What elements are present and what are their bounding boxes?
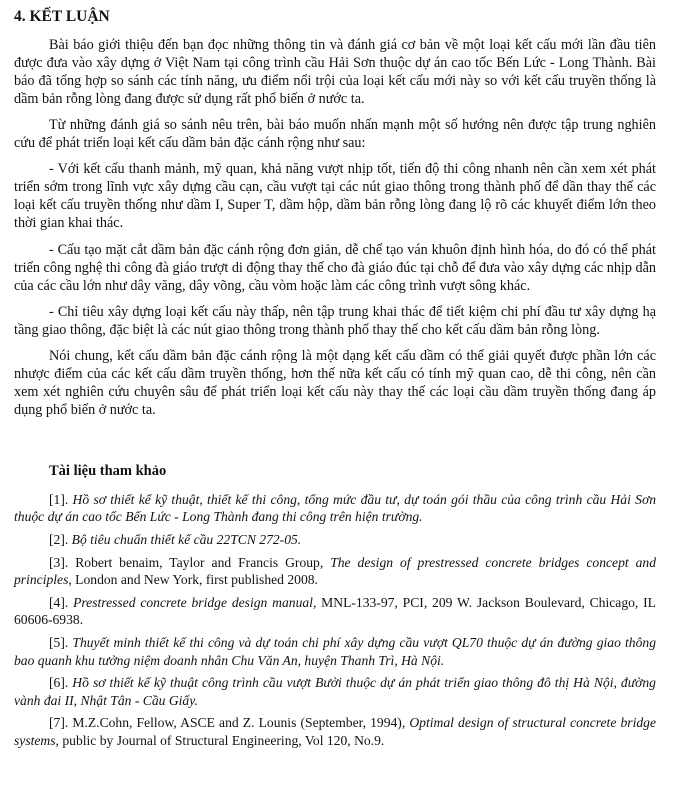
reference-label: [5]. [49,634,73,650]
reference-item [14,634,656,669]
reference-text: Bộ tiêu chuẩn thiết kế cầu 22TCN 272-05. [71,531,302,547]
references-heading: Tài liệu tham khảo [49,463,167,480]
reference-text: Hồ sơ thiết kế kỹ thuật công trình cầu vượt Bưởi thuộc dự án phát triển giao thông đô thị Hà Nội, đường vành đai II, Nhật Tân - Cầu Giấy. [14,675,656,708]
paragraph: - Cấu tạo mặt cắt dầm bản đặc cánh rộng đơn giản, dễ chế tạo ván khuôn định hình hóa, do đó có thể phát triển công nghệ thi công đà giáo trượt di động thay thế cho đà giáo đúc tại chỗ để đưa vào xây dựng các nhịp dẫn của các cầu lớn như dây văng, dây võng, cầu vòm hoặc làm các công trình vượt sông khác. [14,241,656,294]
reference-item [14,714,656,749]
reference-text: Robert benaim, Taylor and Francis Group, [75,554,331,570]
paragraph: - Chỉ tiêu xây dựng loại kết cấu này thấp, nên tập trung khai thác để tiết kiệm chi phí đầu tư xây dựng hạ tầng giao thông, đặc biệt là các nút giao thông trong thành phố thay thế cho kết cấu dầm bản rỗng lòng. [14,303,656,338]
reference-label: [2]. [49,531,72,547]
paragraph: Bài báo giới thiệu đến bạn đọc những thông tin và đánh giá cơ bản về một loại kết cấu mới lần đầu tiên được đưa vào xây dựng ở Việt Nam tại công trình cầu Hải Sơn thuộc dự án cao tốc Bến Lức - Long Thành. Bài báo đã tổng hợp so sánh các tính năng, ưu điểm nổi trội của loại kết cấu mới này so với kết cấu truyền thống là dầm bản rỗng lòng đang được sử dụng rất phổ biến ở nước ta. [14,36,656,107]
reference-label: [3]. [49,554,76,570]
reference-title: Prestressed concrete bridge design manual [73,594,313,610]
reference-item [14,674,656,709]
reference-label: [4]. [49,594,74,610]
reference-label: [7]. [49,715,73,731]
reference-title: The design of prestressed concrete bridges concept and principles [14,554,657,588]
reference-label: [6]. [49,675,73,691]
reference-text: Hồ sơ thiết kế kỹ thuật, thiết kế thi công, tổng mức đầu tư, dự toán gói thầu của công trình cầu Hải Sơn thuộc dự án cao tốc Bến Lức - Long Thành đang thi công trên hiện trường. [14,491,657,525]
reference-text: , London and New York, first published 2008. [68,572,318,588]
reference-item [14,594,656,629]
reference-text: Thuyết minh thiết kế thi công và dự toán chi phí xây dựng cầu vượt QL70 thuộc dự án đường giao thông bao quanh khu tưởng niệm doanh nhân Chu Văn An, huyện Thanh Trì, Hà Nội. [14,634,656,668]
section-heading: 4. KẾT LUẬN [14,8,110,25]
paragraph: Nói chung, kết cấu dầm bản đặc cánh rộng là một dạng kết cấu dầm có thể giải quyết được phần lớn các nhược điểm của các kết cấu dầm truyền thống, hơn thế nữa kết cấu có tính mỹ quan cao, dễ thi công, nên cần xem xét nghiên cứu chuyên sâu để phát triển loại kết cấu này thay thế các loại cầu dầm truyền thống đang áp dụng phổ biến ở nước ta. [14,348,656,419]
paragraph: - Với kết cấu thanh mảnh, mỹ quan, khả năng vượt nhịp tốt, tiến độ thi công nhanh nên cần xem xét phát triển sớm trong lĩnh vực xây dựng cầu cạn, cầu vượt tại các nút giao thông trong thành phố để dần thay thế các loại kết cấu truyền thống như dầm I, Super T, dầm hộp, dầm bản rỗng lòng đang lộ rõ các khuyết điểm lớn theo thời gian khai thác. [14,161,656,232]
reference-item [14,491,656,526]
reference-title: Optimal design of structural concrete bridge systems [14,715,656,748]
reference-text: , MNL-133-97, PCI, 209 W. Jackson Boulevard, Chicago, IL 60606-6938. [14,594,656,628]
reference-item [14,554,656,589]
reference-text: , public by Journal of Structural Engineering, Vol 120, No.9. [55,732,385,748]
reference-label: [1]. [49,491,73,507]
reference-text: M.Z.Cohn, Fellow, ASCE and Z. Lounis (September, 1994), [72,715,410,731]
paragraph: Từ những đánh giá so sánh nêu trên, bài báo muốn nhấn mạnh một số hướng nên được tập trung nghiên cứu để phát triển loại kết cấu dầm bản đặc cánh rộng như sau: [14,116,656,152]
reference-item [14,531,656,549]
